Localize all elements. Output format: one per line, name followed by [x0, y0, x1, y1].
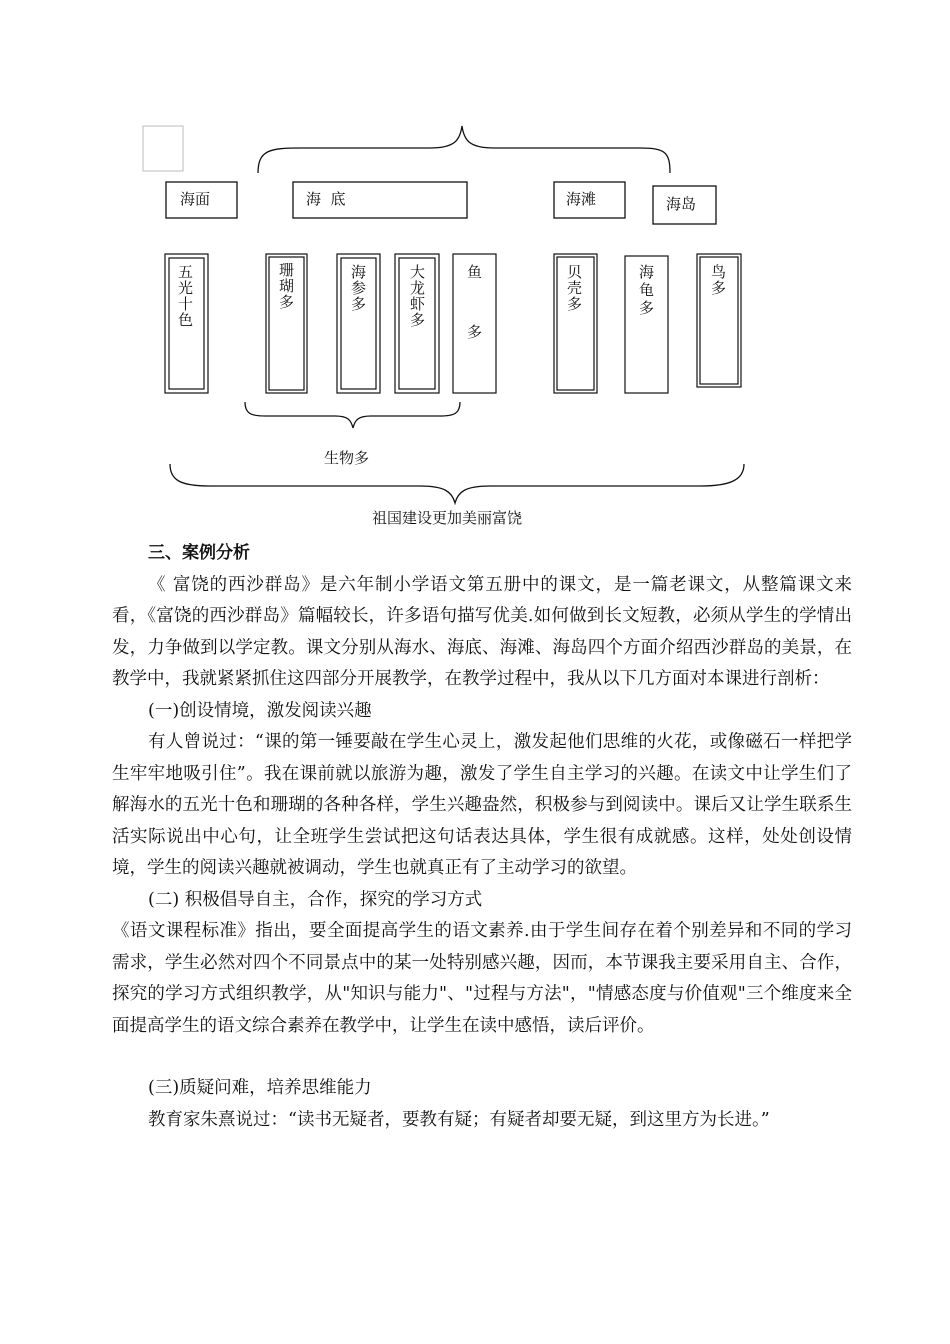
section-3-body: 教育家朱熹说过：“读书无疑者，要教有疑；有疑者却要无疑，到这里方为长进。” — [148, 1109, 770, 1130]
label-haimian: 海面 — [180, 190, 211, 208]
section-2-title: (二) 积极倡导自主，合作，探究的学习方式 — [148, 889, 483, 910]
section-1-body: 有人曾说过：“课的第一锤要敲在学生心灵上，激发起他们思维的火花，或像磁石一样把学生牢牢地吸引住”。我在课前就以旅游为趣，激发了学生自主学习的兴趣。在读文中让学生们了解海水的五光十色和珊瑚的各种各样，学生兴趣盎然，积极参与到阅读中。课后又让学生联系生活实际说出中心句，让全班学生尝试把这句话表达具体，学生很有成就感。这样，处处创设情境，学生的阅读兴趣就被调动，学生也就真正有了主动学习的欲望。 — [112, 732, 852, 878]
biology-brace — [245, 402, 460, 428]
section-3-title: (三)质疑问难，培养思维能力 — [148, 1078, 372, 1098]
column-haigui: 海龟多 — [637, 264, 655, 318]
column-yu-bottom: 多 — [467, 323, 483, 341]
column-longxia: 大龙虾多 — [408, 264, 426, 328]
section-2-body: 《语文课程标准》指出，要全面提高学生的语文素养.由于学生间存在着个别差异和不同的学习需求，学生必然对四个不同景点中的某一处特别感兴趣，因而，本节课我主要采用自主、合作，探究的学习方式组织教学，从"知识与能力"、"过程与方法"，"情感态度与价值观"三个维度来全面提高学生的语文综合素养在教学中，让学生在读中感悟，读后评价。 — [112, 921, 852, 1036]
label-haitan: 海滩 — [566, 190, 597, 208]
column-haishen: 海参多 — [349, 264, 367, 312]
column-beike: 贝壳多 — [565, 264, 583, 312]
empty-box — [143, 126, 183, 171]
column-shanhu: 珊瑚多 — [277, 262, 295, 310]
column-niao: 鸟多 — [709, 264, 727, 296]
intro-paragraph: 《 富饶的西沙群岛》是六年制小学语文第五册中的课文，是一篇老课文，从整篇课文来看，《富饶的西沙群岛》篇幅较长，许多语句描写优美.如何做到长文短教，必须从学生的学情出发，力争做到以学定教。课文分别从海水、海底、海滩、海岛四个方面介绍西沙群岛的美景，在教学中，我就紧紧抓住这四部分开展教学，在教学过程中，我从以下几方面对本课进行剖析： — [112, 574, 852, 689]
top-brace — [258, 126, 670, 173]
label-haidi: 海 底 — [306, 190, 346, 208]
concept-diagram — [0, 0, 950, 540]
label-haidao: 海岛 — [666, 195, 697, 213]
column-yu-top: 鱼 — [467, 263, 483, 281]
biology-label: 生物多 — [324, 449, 370, 467]
section-heading: 三、案例分析 — [148, 543, 250, 563]
section-1-title: (一)创设情境，激发阅读兴趣 — [148, 700, 372, 721]
article-body — [112, 538, 852, 1136]
column-wuguangshise: 五光十色 — [176, 264, 194, 328]
summary-brace — [170, 464, 744, 503]
summary-label: 祖国建设更加美丽富饶 — [372, 509, 523, 527]
